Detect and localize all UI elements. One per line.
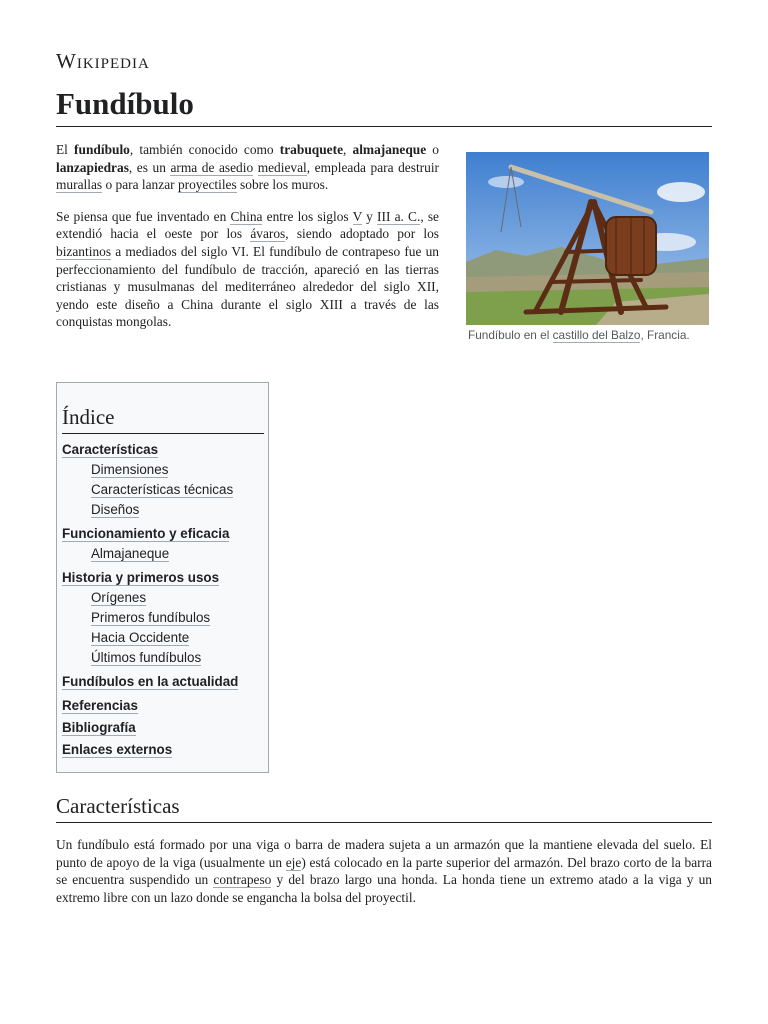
- link-contrapeso[interactable]: contrapeso: [213, 872, 272, 888]
- section-paragraph: Un fundíbulo está formado por una viga o barra de madera sujeta a un armazón que la mantiene elevada del suelo. El punto de apoyo de la viga (usualmente un eje) está colocado en la parte superior del armazón. Del brazo corto de la barra se encuentra suspendido un contrapeso y del brazo largo una honda. La honda tiene un extremo atado a la viga y un extremo libre con un lazo donde se engancha la bolsa del proyectil.: [56, 837, 713, 905]
- link-siglo-iii[interactable]: III a. C.: [377, 208, 421, 224]
- link-arma-de-asedio[interactable]: arma de asedio: [170, 159, 254, 175]
- intro-text: [56, 141, 439, 345]
- section-title-caracteristicas: Características: [56, 793, 712, 823]
- intro-paragraph-2: Se piensa que fue inventado en China entre los siglos V y III a. C., se extendió hacia el oeste por los ávaros, siendo adoptado por los bizantinos a mediados del siglo VI. El fundíbulo de contrapeso fue un perfeccionamiento del fundíbulo de tracción, apareció en las tierras cristianas y musulmanas del mediterráneo alrededor del siglo XII, yendo este diseño a China durante el siglo XIII a través de las conquistas mongolas.: [56, 208, 439, 330]
- link-castillo-del-balzo[interactable]: castillo del Balzo: [552, 328, 641, 342]
- link-siglo-v[interactable]: V: [352, 208, 362, 224]
- bold-term: fundíbulo: [74, 142, 130, 157]
- toc-item-hacia-occidente[interactable]: Hacia Occidente: [91, 630, 190, 645]
- toc-item-primeros-fundibulos[interactable]: Primeros fundíbulos: [91, 610, 211, 625]
- wikipedia-logo[interactable]: Wikipedia: [56, 49, 150, 73]
- toc-item-historia[interactable]: Historia y primeros usos: [62, 570, 220, 585]
- bold-term: almajaneque: [352, 142, 427, 157]
- bold-term: lanzapiedras: [56, 159, 129, 175]
- intro-paragraph-1: El fundíbulo, también conocido como trabuquete, almajaneque o lanzapiedras, es un arma de asedio medieval, empleada para destruir murallas o para lanzar proyectiles sobre los muros.: [56, 142, 440, 193]
- trebuchet-photo[interactable]: [466, 152, 709, 325]
- toc-item-caracteristicas-tecnicas[interactable]: Características técnicas: [91, 482, 234, 497]
- figure-caption: Fundíbulo en el castillo del Balzo, Francia.: [468, 328, 690, 342]
- toc-list: [62, 440, 264, 760]
- link-eje[interactable]: eje: [285, 854, 302, 870]
- link-medieval[interactable]: medieval: [257, 159, 307, 175]
- toc-item-bibliografia[interactable]: Bibliografía: [62, 720, 136, 735]
- toc-item-origenes[interactable]: Orígenes: [91, 590, 147, 605]
- link-proyectiles[interactable]: proyectiles: [177, 177, 237, 193]
- link-avaros[interactable]: ávaros: [250, 226, 286, 242]
- link-china[interactable]: China: [230, 208, 263, 224]
- link-bizantinos[interactable]: bizantinos: [56, 243, 112, 259]
- toc-item-ultimos-fundibulos[interactable]: Últimos fundíbulos: [91, 650, 202, 665]
- toc-item-caracteristicas[interactable]: Características: [62, 442, 159, 457]
- toc-title: Índice: [62, 403, 264, 434]
- toc-item-dimensiones[interactable]: Dimensiones: [91, 462, 169, 477]
- toc-item-almajaneque[interactable]: Almajaneque: [91, 546, 170, 561]
- toc-item-enlaces-externos[interactable]: Enlaces externos: [62, 742, 173, 757]
- toc-item-referencias[interactable]: Referencias: [62, 698, 138, 713]
- page-title: Fundíbulo: [56, 84, 712, 127]
- toc-item-actualidad[interactable]: Fundíbulos en la actualidad: [62, 674, 239, 689]
- table-of-contents: [56, 382, 269, 773]
- bold-term: trabuquete: [279, 142, 344, 157]
- toc-item-disenos[interactable]: Diseños: [91, 502, 140, 517]
- toc-item-funcionamiento[interactable]: Funcionamiento y eficacia: [62, 526, 230, 541]
- link-murallas[interactable]: murallas: [56, 177, 103, 193]
- figure: [466, 152, 709, 344]
